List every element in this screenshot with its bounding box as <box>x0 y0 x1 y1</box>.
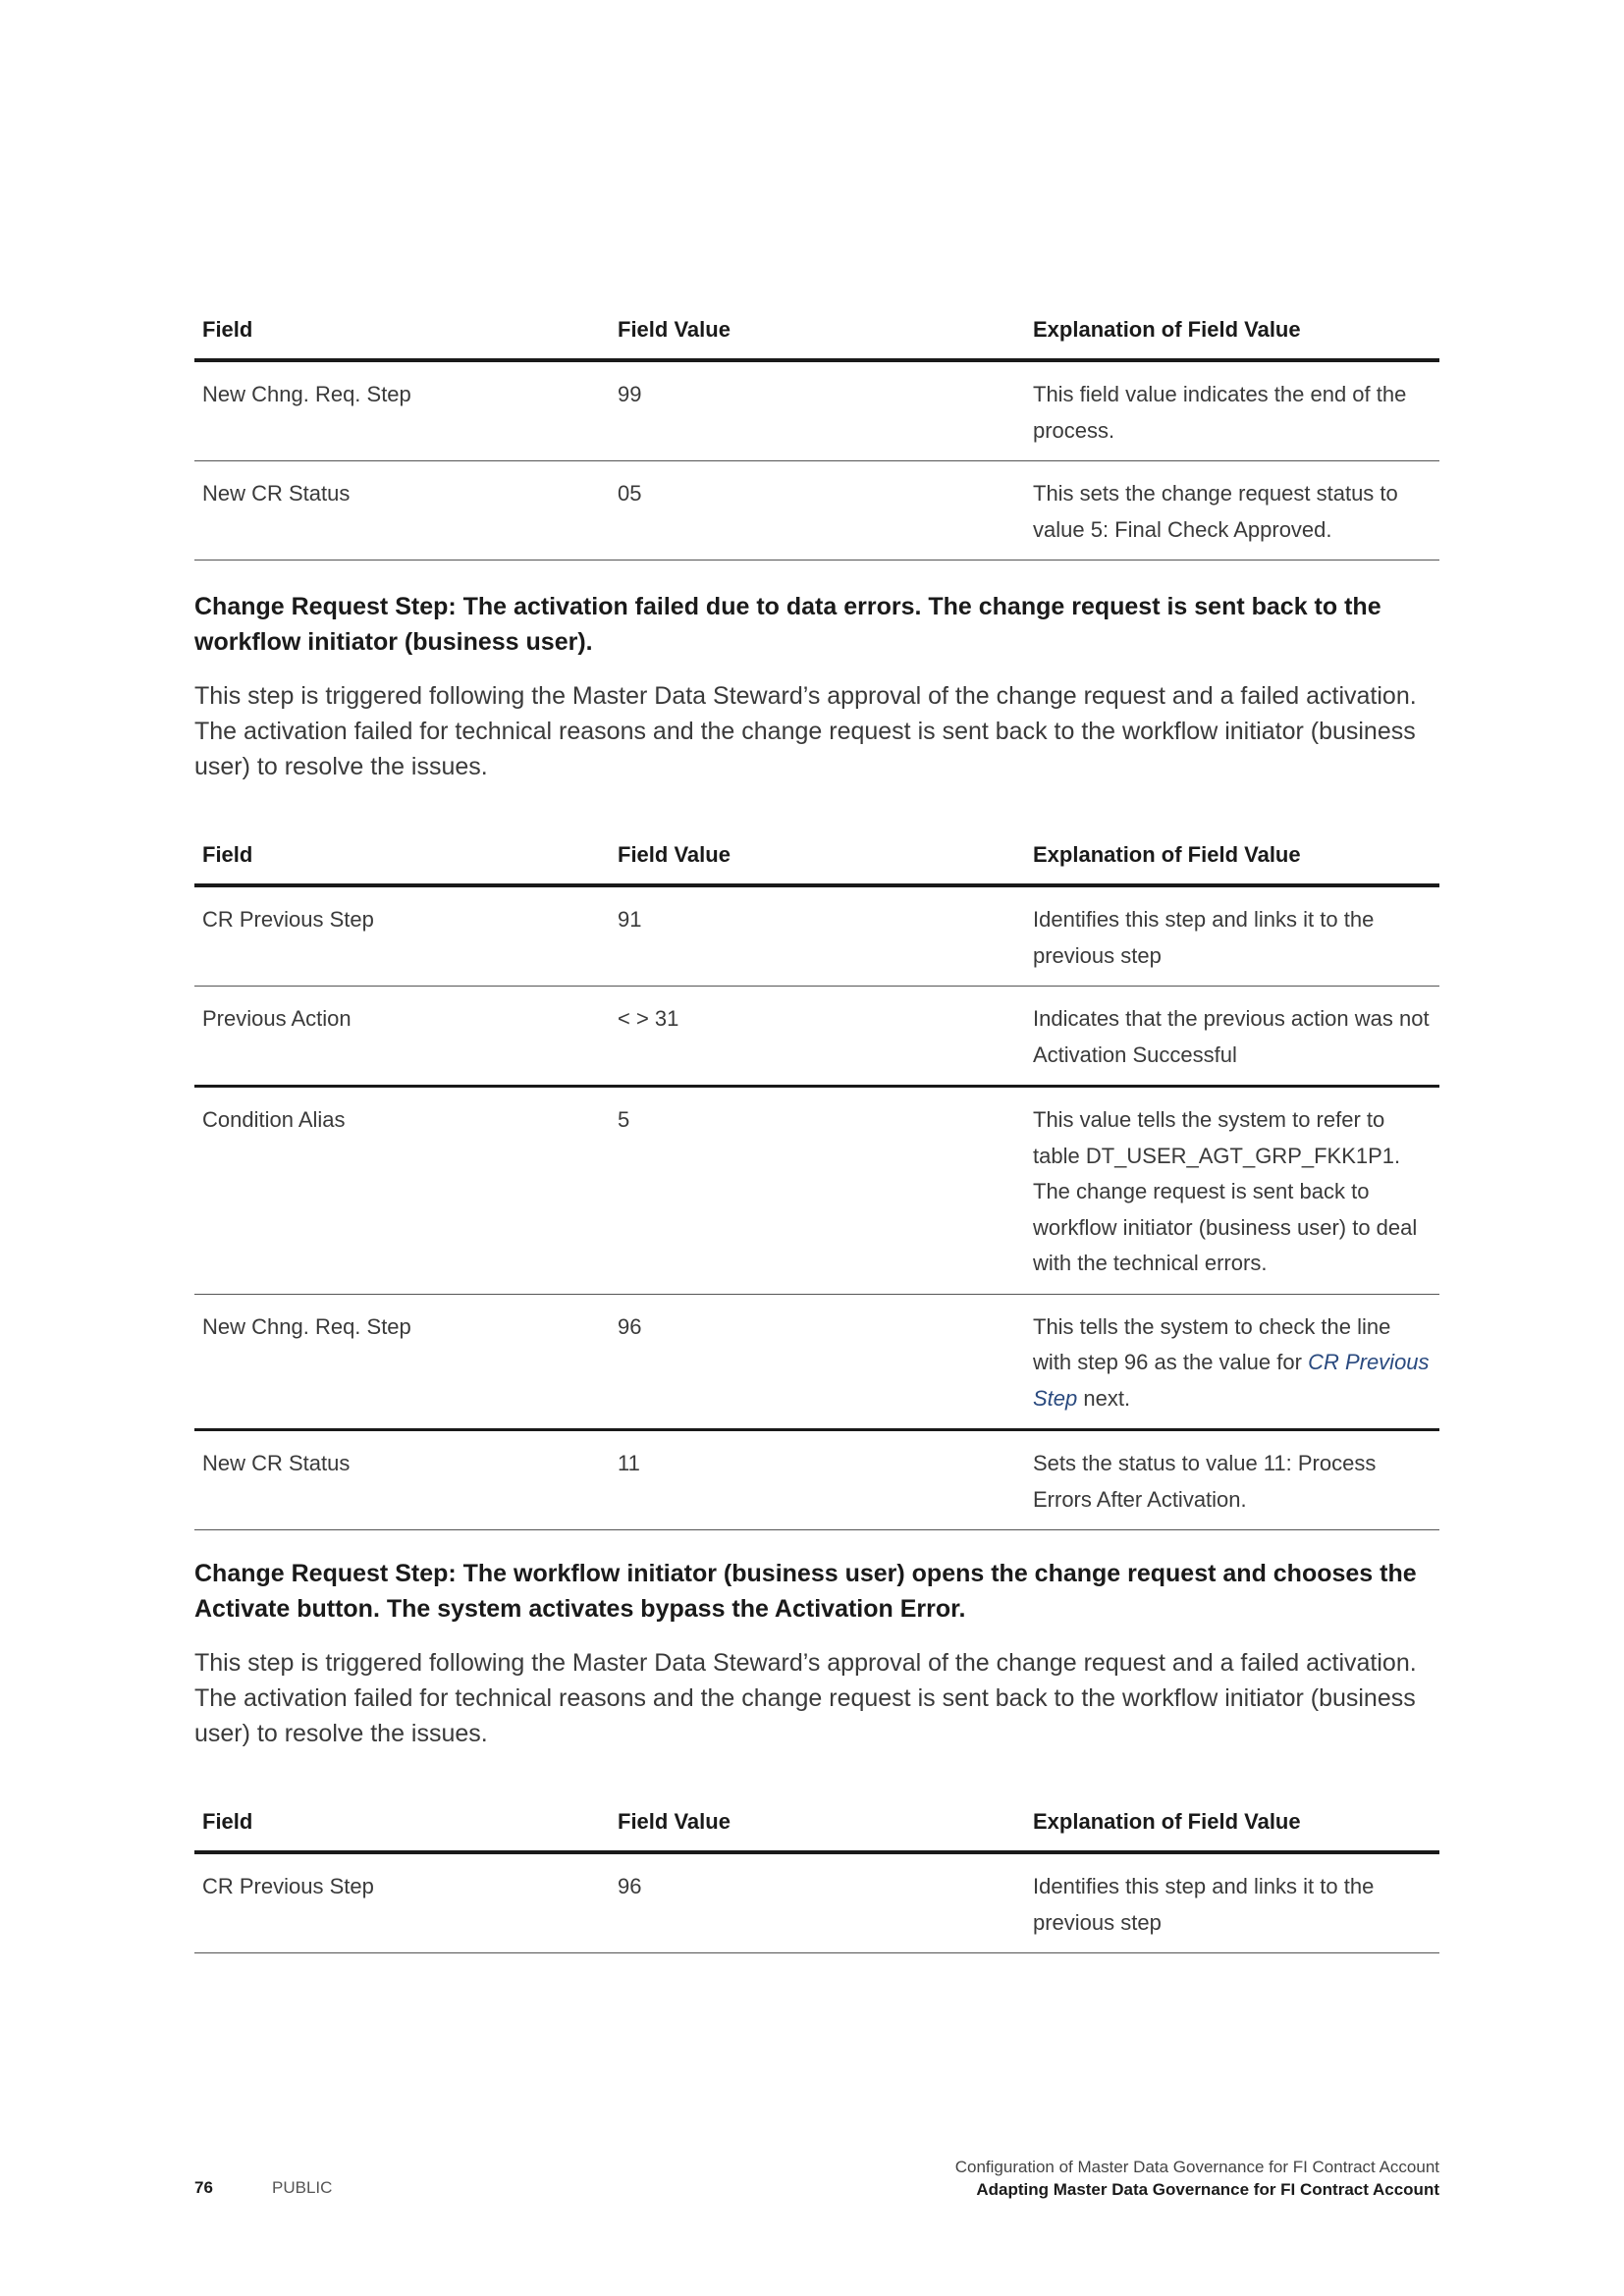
cell-explanation: Identifies this step and links it to the previous step <box>1025 885 1439 987</box>
cell-explanation: Sets the status to value 11: Process Errors After Activation. <box>1025 1430 1439 1530</box>
footer-titles <box>955 2156 1439 2201</box>
section-heading-activation-failed: Change Request Step: The activation failed due to data errors. The change request is sent back to the workflow initiator (business user). <box>194 593 1381 656</box>
chapter-title: Adapting Master Data Governance for FI Contract Account <box>976 2180 1439 2199</box>
cell-value: 96 <box>610 1294 1025 1430</box>
header-explanation: Explanation of Field Value <box>1025 297 1439 360</box>
table-row <box>194 885 1439 987</box>
cell-explanation: Indicates that the previous action was not Activation Successful <box>1025 987 1439 1087</box>
explanation-text: next. <box>1077 1385 1131 1411</box>
header-explanation: Explanation of Field Value <box>1025 1789 1439 1852</box>
table-row <box>194 1430 1439 1530</box>
cell-value: 5 <box>610 1087 1025 1295</box>
cell-field: New CR Status <box>194 1430 610 1530</box>
section-heading-activate-bypass: Change Request Step: The workflow initiator (business user) opens the change request and chooses the Activate button. The system activates bypass the Activation Error. <box>194 1560 1417 1623</box>
cell-value: 96 <box>610 1852 1025 1953</box>
header-field-value: Field Value <box>610 1789 1025 1852</box>
cell-value: 99 <box>610 360 1025 461</box>
table-row <box>194 987 1439 1087</box>
cell-value: 91 <box>610 885 1025 987</box>
page-number: 76 <box>194 2178 213 2197</box>
field-table-1 <box>194 297 1439 561</box>
cell-field: New CR Status <box>194 461 610 561</box>
header-explanation: Explanation of Field Value <box>1025 823 1439 885</box>
cell-explanation: This field value indicates the end of the process. <box>1025 360 1439 461</box>
cell-explanation: Identifies this step and links it to the previous step <box>1025 1852 1439 1953</box>
field-table-2 <box>194 823 1439 1530</box>
cell-field: CR Previous Step <box>194 1852 610 1953</box>
table-header-row <box>194 1789 1439 1852</box>
cell-field: Condition Alias <box>194 1087 610 1295</box>
cell-value: 11 <box>610 1430 1025 1530</box>
cell-field: New Chng. Req. Step <box>194 1294 610 1430</box>
table-header-row <box>194 297 1439 360</box>
header-field-value: Field Value <box>610 297 1025 360</box>
cell-explanation: This value tells the system to refer to table DT_USER_AGT_GRP_FKK1P1. The change request is sent back to workflow initiator (business user) to deal with the technical errors. <box>1025 1087 1439 1295</box>
table-row <box>194 461 1439 561</box>
cell-field: CR Previous Step <box>194 885 610 987</box>
table-header-row <box>194 823 1439 885</box>
table-row <box>194 1852 1439 1953</box>
cell-value: < > 31 <box>610 987 1025 1087</box>
cr-previous-step-term: CR Previous Step <box>1033 1350 1430 1411</box>
cell-field: New Chng. Req. Step <box>194 360 610 461</box>
cell-explanation <box>1025 1294 1439 1430</box>
table-row <box>194 1087 1439 1295</box>
cell-field: Previous Action <box>194 987 610 1087</box>
cell-value: 05 <box>610 461 1025 561</box>
cell-explanation: This sets the change request status to value 5: Final Check Approved. <box>1025 461 1439 561</box>
explanation-text: This tells the system to check the line with step 96 as the value for <box>1033 1313 1391 1374</box>
table-row <box>194 360 1439 461</box>
classification-label: PUBLIC <box>272 2178 333 2197</box>
section-body-activation-failed: This step is triggered following the Master Data Steward’s approval of the change request and a failed activation. The activation failed for technical reasons and the change request is sent back to the workflow initiator (business user) to resolve the issues. <box>194 682 1417 780</box>
table-row <box>194 1294 1439 1430</box>
section-body-activate-bypass: This step is triggered following the Master Data Steward’s approval of the change request and a failed activation. The activation failed for technical reasons and the change request is sent back to the workflow initiator (business user) to resolve the issues. <box>194 1649 1417 1747</box>
document-title: Configuration of Master Data Governance for FI Contract Account <box>954 2158 1439 2176</box>
header-field: Field <box>194 823 610 885</box>
header-field: Field <box>194 297 610 360</box>
header-field: Field <box>194 1789 610 1852</box>
field-table-3 <box>194 1789 1439 1953</box>
header-field-value: Field Value <box>610 823 1025 885</box>
